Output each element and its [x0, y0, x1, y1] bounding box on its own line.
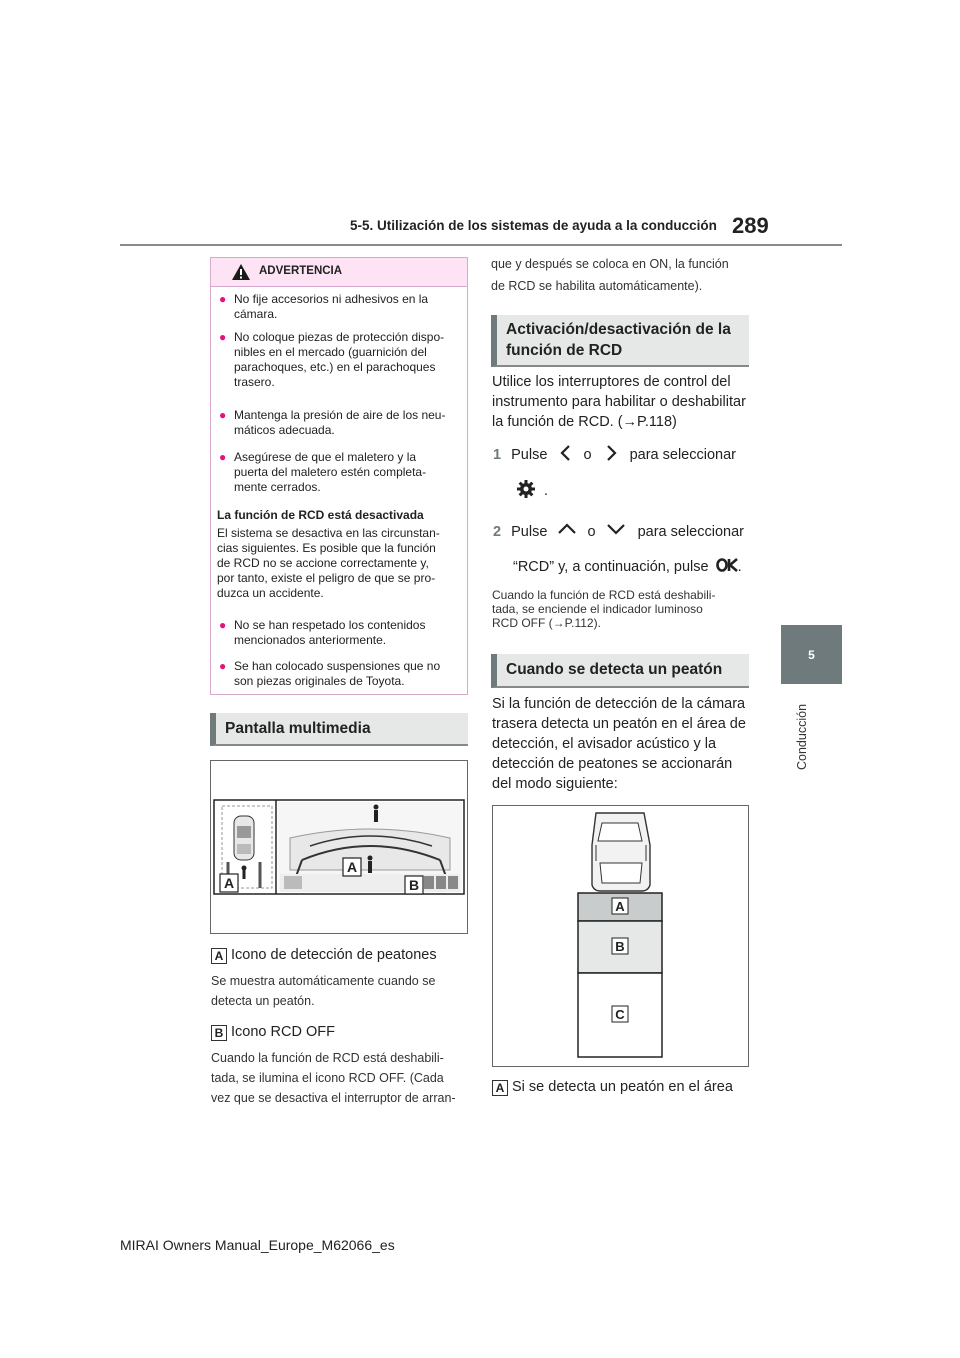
legend-item-zone-a: A Si se detecta un peatón en el área	[492, 1077, 733, 1097]
legend-item-a: A Icono de detección de peatones	[211, 945, 437, 965]
zone-b-label: B	[615, 939, 625, 954]
section1-body: Utilice los interruptores de control del instrumento para habilitar o deshabilitar la función de RCD. (→P.118)	[492, 374, 746, 430]
legend-item-a-desc: Se muestra automáticamente cuando se detecta un peatón.	[211, 974, 436, 1008]
chapter-label	[795, 690, 809, 770]
step-1-icon-line: .	[516, 479, 548, 501]
legend-item-b: B Icono RCD OFF	[211, 1022, 335, 1042]
chapter-label-text: Conducción	[795, 703, 809, 770]
section-heading: Cuando se detecta un peatón	[491, 654, 749, 688]
figure-callout-a: A	[346, 859, 358, 875]
section-heading: Pantalla multimedia	[210, 713, 468, 746]
gear-icon	[516, 479, 536, 499]
section2-body: Si la función de detección de la cámara trasera detecta un peatón en el área de detección, el avisador acústico y la detección de peatones se accionarán del modo siguiente:	[492, 696, 746, 792]
page-number: 289	[732, 213, 769, 238]
warning-icon	[231, 263, 251, 281]
zone-a-label: A	[615, 899, 625, 914]
chevron-right-icon	[604, 444, 618, 462]
label-a-badge: A	[492, 1080, 508, 1096]
figure-callout-b: B	[408, 877, 420, 893]
warning-header	[211, 258, 467, 287]
chevron-down-icon	[606, 522, 626, 536]
step-2: 2 Pulse o para seleccionar	[493, 524, 744, 540]
note-text: Cuando la función de RCD está deshabili- tada, se enciende el indicador luminoso RCD OFF (→P.112).	[492, 588, 716, 630]
zone-c-label: C	[615, 1007, 625, 1022]
label-a-badge: A	[211, 948, 227, 964]
warning-paragraph: El sistema se desactiva en las circunstan- cias siguientes. Es posible que la función de RCD no se accione correctamente y, por tanto, existe el peligro de que se pro- duzca un accidente.	[217, 526, 440, 600]
chapter-tab	[781, 625, 842, 684]
step-2-line2: “RCD” y, a continuación, pulse .	[513, 559, 742, 575]
step-1: 1 Pulse o para seleccionar	[493, 444, 736, 465]
section-heading: Activación/desactivación de la función de RCD	[491, 315, 749, 367]
continuation-text: que y después se coloca en ON, la función de RCD se habilita automáticamente).	[491, 257, 729, 293]
detection-area-figure	[492, 805, 749, 1067]
warning-box: ADVERTENCIA ● No fije accesorios ni adhesivos en la cámara. ● No coloque piezas de protección dispo- nibles en el mercado (guarnición del parachoques, etc.) en el parachoques trasero. ● Mantenga la presión de aire de los neu- máticos adecuada. ● Asegúrese de que el maletero y la puerta del maletero estén completa- mente cerrados. La función de RCD está desactivada El sistema se desactiva en las circunstan- cias siguientes. Es posible que la función de RCD no se accione correctamente y, por tanto, existe el peligro de que se pro- duzca un accidente. ● No se han respetado los contenidos mencionados anteriormente. ● Se han colocado suspensiones que no son piezas originales de Toyota.	[210, 257, 468, 695]
ok-icon	[716, 558, 738, 572]
figure-callout-a: A	[223, 875, 235, 891]
label-b-badge: B	[211, 1025, 227, 1041]
chevron-up-icon	[557, 522, 577, 536]
warning-title: ADVERTENCIA	[259, 265, 343, 277]
chevron-left-icon	[559, 444, 573, 462]
header-rule	[120, 244, 842, 246]
legend-item-b-desc: Cuando la función de RCD está deshabili- tada, se ilumina el icono RCD OFF. (Cada vez que se desactiva el interruptor de arran-	[211, 1051, 456, 1105]
footer: MIRAI Owners Manual_Europe_M62066_es	[120, 1237, 395, 1253]
chapter-number: 5	[808, 647, 815, 662]
warning-subheading: La función de RCD está desactivada	[217, 508, 424, 522]
multimedia-screen-figure	[210, 760, 468, 934]
running-header: 5-5. Utilización de los sistemas de ayuda a la conducción	[350, 218, 717, 233]
